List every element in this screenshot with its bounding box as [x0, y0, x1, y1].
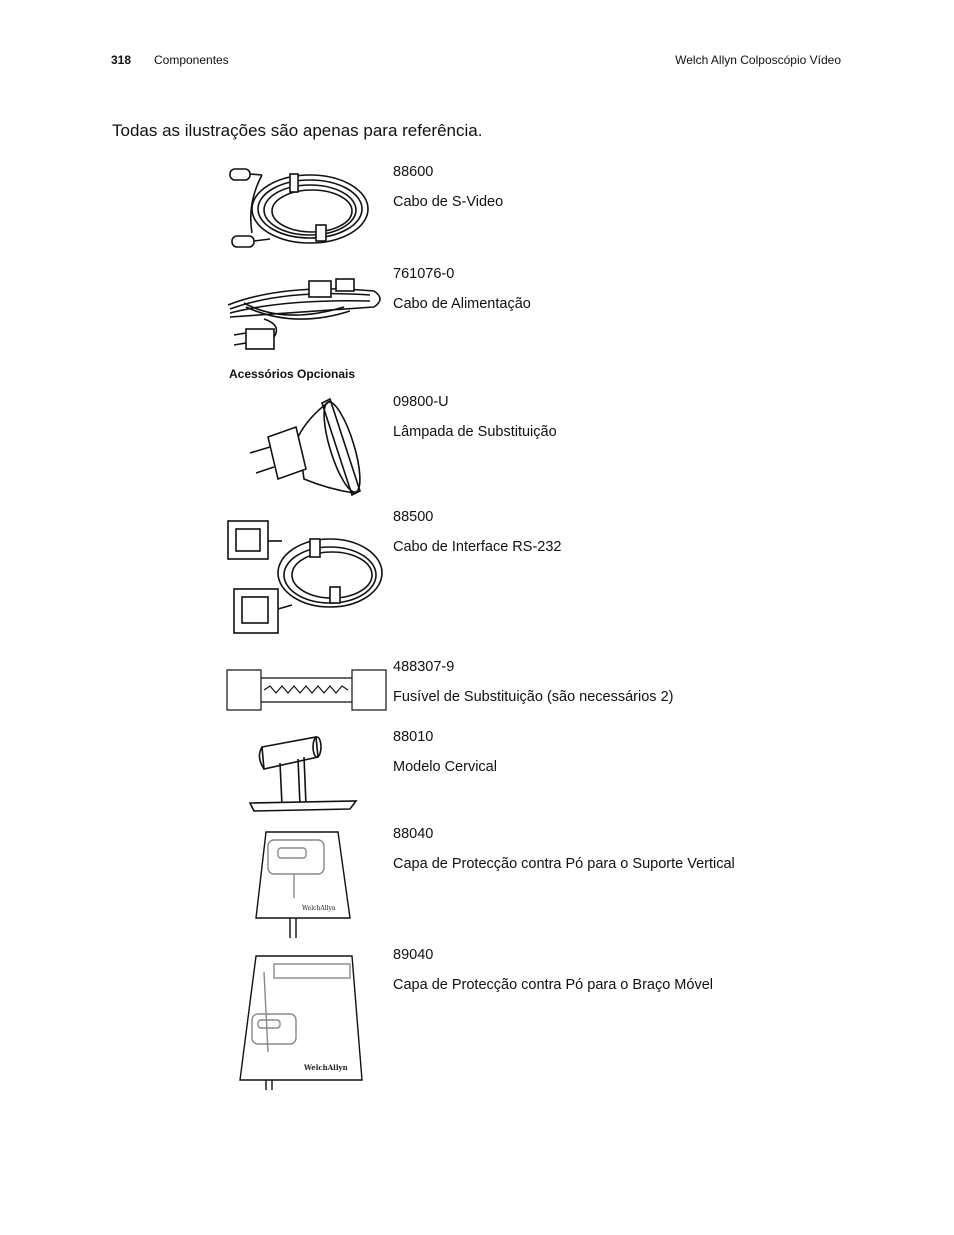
item-fuse — [393, 659, 863, 705]
item-dust-cover-arm — [393, 947, 863, 993]
item-code: 88600 — [393, 164, 434, 180]
power-cable-icon — [224, 273, 386, 355]
item-s-video-cable — [393, 164, 863, 210]
fuse-icon — [226, 669, 388, 711]
item-description: Capa de Protecção contra Pó para o Suporte Vertical — [393, 856, 735, 872]
lamp-icon — [248, 397, 363, 497]
welch-allyn-logo: WelchAllyn — [304, 1063, 348, 1072]
item-cervical-model — [393, 729, 863, 775]
item-description: Cabo de S-Video — [393, 194, 504, 210]
item-code: 88010 — [393, 729, 434, 745]
item-code: 488307-9 — [393, 659, 455, 675]
item-description: Modelo Cervical — [393, 759, 497, 775]
item-rs232-cable — [393, 509, 863, 555]
rs232-cable-icon — [222, 517, 387, 645]
intro-text: Todas as ilustrações são apenas para referência. — [112, 121, 483, 140]
document-title: Welch Allyn Colposcópio Vídeo — [675, 53, 841, 67]
cervical-model-icon — [246, 735, 362, 813]
dust-cover-stand-icon — [254, 828, 354, 940]
optional-accessories-heading: Acessórios Opcionais — [229, 367, 356, 381]
item-description: Fusível de Substituição (são necessários 2) — [393, 689, 674, 705]
welch-allyn-logo: WelchAllyn — [302, 905, 336, 912]
item-description: Cabo de Interface RS-232 — [393, 539, 562, 555]
item-code: 88500 — [393, 509, 434, 525]
item-code: 89040 — [393, 947, 434, 963]
item-description: Lâmpada de Substituição — [393, 424, 557, 440]
dust-cover-arm-icon — [238, 952, 366, 1090]
s-video-cable-icon — [222, 163, 372, 255]
item-power-cable — [393, 266, 863, 312]
item-code: 09800-U — [393, 394, 449, 410]
item-dust-cover-stand — [393, 826, 863, 872]
item-code: 88040 — [393, 826, 434, 842]
item-description: Cabo de Alimentação — [393, 296, 531, 312]
item-lamp — [393, 394, 863, 440]
item-description: Capa de Protecção contra Pó para o Braço Móvel — [393, 977, 713, 993]
item-code: 761076-0 — [393, 266, 455, 282]
section-title: Componentes — [154, 53, 229, 67]
page-number: 318 — [111, 53, 132, 67]
